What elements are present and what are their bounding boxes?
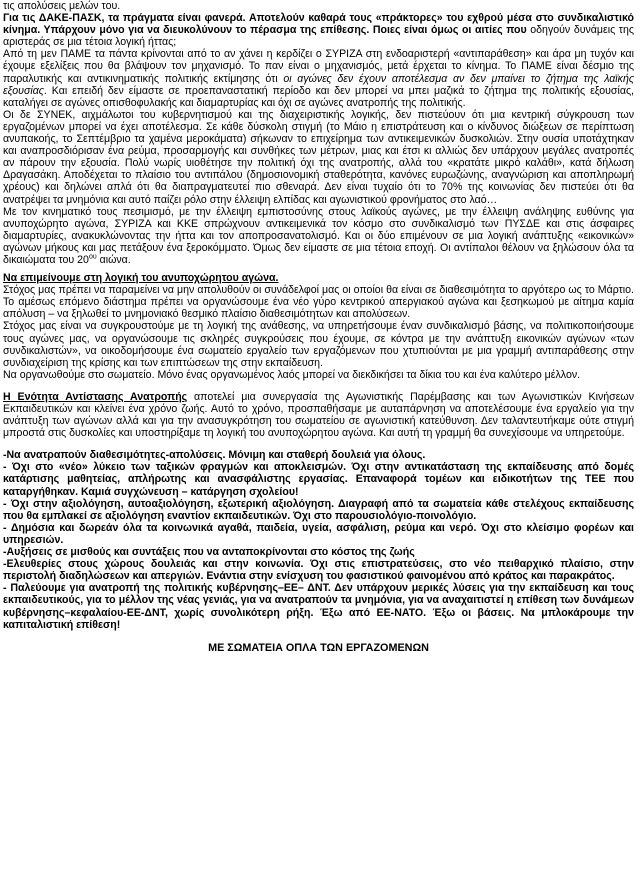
pessimism-text-b: αιώνα.	[96, 253, 131, 266]
section-heading-insist: Να επιμείνουμε στη λογική του ανυποχώρητου αγώνα.	[3, 272, 279, 285]
demand-item: - Όχι στο «νέο» λύκειο των ταξικών φραγμών και αποκλεισμών. Όχι στην αντικατάσταση της εκπαίδευσης από δομές κατάρτισης μαθητείας, απλήρωτης και ανασφάλιστης εργασίας. Επαναφορά τομέων και ειδικοτήτων της ΤΕΕ που καταργήθηκαν. Καμιά συγχώνευση – κατάργηση σχολείου!	[3, 461, 634, 498]
paragraph-intro-fragment: τις απολύσεις μελών του.	[3, 0, 121, 12]
paragraph-organize: Να οργανωθούμε στο σωματείο. Μόνο ένας οργανωμένος λαός μπορεί να διεκδικήσει τα δίκια του και ένα καλύτερο μέλλον.	[3, 368, 581, 381]
dake-pask-bold-text: Για τις ΔΑΚΕ-ΠΑΣΚ, τα πράγματα είναι φανερά. Αποτελούν καθαρά τους «πράκτορες» του εχθρού μέσα στο συνδικαλιστικό κίνημα. Υπάρχουν μόνο για να διευκολύνουν το πέρασμα της επίθεσης. Ποιες είναι όμως οι αιτίες που	[3, 12, 634, 37]
demands-list	[3, 449, 634, 630]
pessimism-text-a: Με τον κινηματικό τους πεσιμισμό, με την έλλειψη εμπιστοσύνης στους λαϊκούς αγώνες, με την έλλειψη ανάληψης ευθύνης για ανυποχώρητο αγώνα, ΣΥΡΙΖΑ και ΚΚΕ σπρώχνουν αντικειμενικά τον κόσμο στο συνδικαλισμό των ΠΥΣΔΕ και στις άσφαιρες διαμαρτυρίες, ανακυκλώνοντας την ήττα και τον αποπροσανατολισμό. Και οι δύο επιμένουν σε μια λογική ανάπτυξης «εικονικών» αγώνων μήκους και μας πετάξουν ένα ξεροκόμματο. Όμως δεν είμαστε σε μια τέτοια εποχή. Οι αντίπαλοι θέλουν να ξηλώσουν όλα τα δικαιώματα του 20	[3, 205, 634, 266]
demand-item: -Να ανατραπούν διαθεσιμότητες-απολύσεις. Μόνιμη και σταθερή δουλειά για όλους.	[3, 449, 426, 462]
paragraph-pame	[3, 48, 634, 108]
demand-item: -Αυξήσεις σε μισθούς και συντάξεις που να ανταποκρίνονται στο κόστος της ζωής	[3, 546, 415, 559]
unity-resistance-text: αποτελεί μια συνεργασία της Αγωνιστικής Παρέμβασης και των Αγωνιστικών Κινήσεων Εκπαιδευτικών και κλείνει ένα χρόνο ζωής. Αυτό το χρόνο, προσπαθήσαμε με αυταπάρνηση να αποτελέσουμε ένα εργαλείο για την ανάπτυξη των αγώνων αλλά και για την ανασυγκρότηση του σωματείου σε αγωνιστική κατεύθυνση. Δεν ταλαντευτήκαμε ούτε στιγμή μπροστά στις δυσκολίες και υποστηρίξαμε τη λογική του ανυποχώρητου αγώνα. Και αυτή τη γραμμή θα συνεχίσουμε να υπηρετούμε.	[3, 390, 634, 440]
paragraph-dake-pask	[3, 12, 634, 48]
paragraph-goal-no-layoffs: Στόχος μας πρέπει να παραμείνει να μην απολυθούν οι συνάδελφοί μας οι οποίοι θα είναι σε διαθεσιμότητα το αργότερο ως το Μάρτιο. Το αμέσως επόμενο διάστημα πρέπει να οργανώσουμε ένα νέο γύρο κεντρικού απεργιακού αγώνα και ξεσηκωμού με αίτημα καμία απόλυση – να ξηλωθεί το μνημονιακό θεσμικό πλαίσιο διαθεσιμότητων και απολύσεων.	[3, 284, 634, 321]
paragraph-synek: Οι δε ΣΥΝΕΚ, αιχμάλωτοι του κυβερνητισμού και της διαχειριστικής λογικής, δεν πιστεύουν ότι μια κεντρική σύγκρουση των εργαζομένων μπορεί να έχει αποτέλεσμα. Σε κάθε δύσκολη στιγμή (το Μάιο η επιστράτευση και ο κίνδυνος διώξεων σε περίπτωση ανυπακοής, το Σεπτέμβριο τα χαμένα μεροκάματα) σήκωναν το επιχείρημα των αντικειμενικών δυσκολιών. Στην ουσία υποτάχτηκαν και αναπροσδιόρισαν ένα ρεύμα, προσαρμογής και συνθήκες των μέτρων, μιας και έτσι κι αλλιώς δεν υπάρχουν μεγάλες ανατροπές αν πάρουν την εξουσία. Πολύ νωρίς υιοθέτησε την πολιτική όχι της ανατροπής, αλλά του «κρατάτε μικρό καλάθι», κατά δήλωση Δραγασάκη. Αποδέχεται το πλαίσιο του αντιπάλου (δημοσιονομική σταθερότητα, κανόνες ευρωζώνης, αναγνώριση και αποπληρωμή χρέους) και δηλώνει απλά ότι θα διαπραγματευτεί πιο σθεναρά. Δεν είναι τυχαίο ότι το 70% της κοινωνίας δεν πιστεύει ότι θα ανατρέψει τα μνημόνια και αυτό παίζει ρόλο στην έλλειψη ελπίδας και αγωνιστικού φρονήματος στο λαό…	[3, 108, 634, 206]
demand-item: - Δημόσια και δωρεάν όλα τα κοινωνικά αγαθά, παιδεία, υγεία, ασφάλιση, ρεύμα και νερό. Όχι στο κλείσιμο φορέων και υπηρεσιών.	[3, 521, 634, 546]
dake-pask-rest-text: οδηγούν δυνάμεις της αριστεράς σε μια τέτοια λογική ήττας;	[3, 24, 634, 49]
pame-text-b: . Και επειδή δεν είμαστε σε προεπαναστατική περίοδο και δεν μπορεί να μπει μαζικά το ζήτημα της πολιτικής εξουσίας, καταλήγει σε αγώνες οπισθοφυλακής και διαμαρτυρίας και όχι σε αγώνες ανατροπής της πολιτικής.	[3, 84, 634, 109]
footer-slogan: ΜΕ ΣΩΜΑΤΕΙΑ ΟΠΛΑ ΤΩΝ ΕΡΓΑΖΟΜΕΝΩΝ	[208, 641, 429, 654]
pame-italic-text: οι αγώνες δεν έχουν αποτέλεσμα αν δεν μπαίνει το ζήτημα της λαϊκής εξουσίας	[3, 72, 634, 97]
demand-item: - Όχι στην αξιολόγηση, αυτοαξιολόγηση, εξωτερική αξιολόγηση. Διαγραφή από τα σωματεία κάθε στελέχους εκπαίδευσης που θα εμπλακεί σε αξιολόγηση εναντίον εκπαιδευτικών. Όχι στο παρουσιολόγιο-ποινολόγιο.	[3, 497, 634, 522]
paragraph-pessimism	[3, 206, 634, 266]
paragraph-goal-grassroots: Στόχος μας είναι να συγκρουστούμε με τη λογική της ανάθεσης, να υπηρετήσουμε έναν συνδικαλισμό βάσης, να πολιτικοποιήσουμε τους αγώνες μας, να οργανώσουμε τις σκληρές συγκρούσεις που έχουμε, σε κόντρα με την ανάπτυξη εικονικών αγώνων «των συνδικαλιστών», να οικοδομήσουμε ένα σωματείο εργαλείο των εργαζόμενων που χτυπιούνται με μια γραμμή αντιπαράθεσης στην συνδιαχείριση της κρίσης και των επιπτώσεων της στην εκπαίδευση.	[3, 320, 634, 369]
demand-item: -Ελευθερίες στους χώρους δουλειάς και στην κοινωνία. Όχι στις επιστρατεύσεις, στο νέο πειθαρχικό πλαίσιο, στην περιστολή διαδηλώσεων και απεργιών. Ενάντια στην ενίσχυση του φασιστικού φαινομένου από κράτος και παρακράτος.	[3, 558, 634, 583]
pame-text-a: Από τη μεν ΠΑΜΕ τα πάντα κρίνονται από το αν χάνει η κερδίζει ο ΣΥΡΙΖΑ στη ενδοαριστερή «αντιπαράθεση» και άρα μη τυχόν και έχουμε εξελίξεις που θα βλάψουν τον μηχανισμό. Το παν είναι ο μηχανισμός, μετά έρχεται το κίνημα. Το ΠΑΜΕ είναι δέσμιο της παραλυτικής και αντικινηματικής πολιτικής εκτίμησης ότι	[3, 48, 634, 85]
paragraph-unity-resistance	[3, 391, 634, 439]
unity-resistance-lead: Η Ενότητα Αντίστασης Ανατροπής	[3, 390, 188, 403]
ordinal-superscript: ου	[88, 253, 97, 261]
demand-item: - Παλεύουμε για ανατροπή της πολιτικής κυβέρνησης–ΕΕ– ΔΝΤ. Δεν υπάρχουν μερικές λύσεις για την εκπαίδευση και τους εκπαιδευτικούς, για το μέλλον της νέας γενιάς, για να ανατραπούν τα μνημόνια, για να αναχαιτιστεί η επίθεση των δυνάμεων κυβέρνησης–κεφαλαίου-ΕΕ-ΔΝΤ, χωρίς συνολικότερη ρήξη. Έξω από ΕΕ-ΝΑΤΟ. Έξω οι βάσεις. Να μπλοκάρουμε την καπιταλιστική επίθεση!	[3, 582, 634, 631]
